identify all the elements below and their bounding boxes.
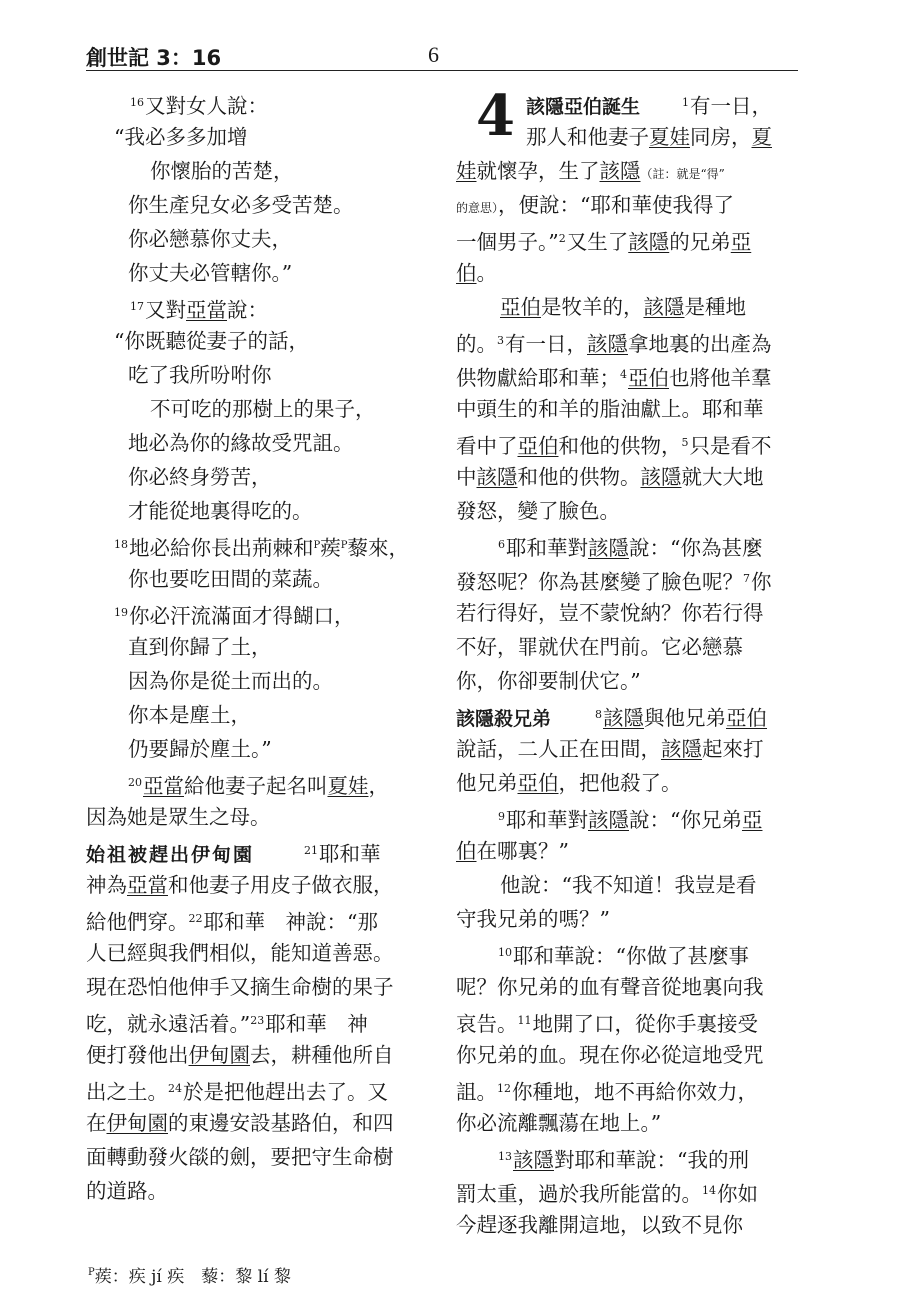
verse-text: 和他妻子用皮子做衣服， — [168, 873, 394, 897]
section-heading: 該隱亞伯誕生 — [526, 96, 641, 118]
text-line — [456, 188, 734, 225]
chapter-number: 4 — [476, 83, 515, 149]
verse-text: 拿地裏的出產為 — [628, 332, 772, 356]
verse-text: 給他們穿。 — [86, 910, 189, 934]
verse-text: 與他兄弟 — [644, 706, 727, 730]
text-line — [456, 732, 764, 766]
text-line: 你兄弟的血。現在你必從這地受咒 — [456, 1043, 764, 1067]
text-line — [456, 1004, 758, 1041]
text-line: 今趕逐我離開這地，以致不見你 — [456, 1213, 743, 1237]
text-line — [86, 868, 394, 902]
page-header — [86, 40, 798, 72]
verse-text: 藜來， — [347, 536, 409, 560]
text-line — [456, 154, 725, 191]
proper-name: 亞 — [741, 808, 763, 832]
footnote-marker: P — [313, 540, 321, 551]
verse-text: 神為 — [86, 873, 127, 897]
verse-text: 你必汗流滿面才得餬口， — [129, 604, 355, 628]
verse-text: 又對 — [145, 298, 186, 322]
text-line — [498, 800, 762, 837]
verse-text: 你種地，地不再給你效力， — [512, 1080, 758, 1104]
text-line: 若行得好，豈不蒙悅納？你若行得 — [456, 601, 764, 625]
header-rule — [86, 70, 798, 71]
proper-name: 該隱 — [628, 230, 670, 254]
proper-name: 該隱 — [640, 465, 682, 489]
proper-name: 亞伯 — [517, 434, 559, 458]
verse-text: ，把他殺了。 — [558, 771, 682, 795]
annotation-note: （註：就是“得” — [640, 167, 725, 181]
verse-text: 供物獻給耶和華； — [456, 366, 620, 390]
proper-name: 娃 — [456, 159, 477, 183]
proper-name: 亞當 — [127, 873, 168, 897]
verse-text: 和他的供物， — [558, 434, 682, 458]
verse-number: 20 — [128, 776, 142, 789]
verse-text: 又對女人說： — [145, 94, 268, 118]
poetry-line: 你必戀慕你丈夫， — [128, 227, 292, 251]
proper-name: 夏娃 — [327, 774, 369, 798]
poetry-line: 不可吃的那樹上的果子， — [150, 397, 376, 421]
text-line — [526, 120, 772, 154]
verse-text: ，便說：“耶和華使我得了 — [498, 193, 734, 217]
verse-text: 便打發他出 — [86, 1043, 189, 1067]
text-line — [456, 222, 751, 259]
verse-number: 16 — [130, 96, 144, 109]
verse-text: 對耶和華說：“我的刑 — [554, 1148, 749, 1172]
verse-text: 說： — [227, 298, 268, 322]
verse-number: 3 — [497, 334, 504, 347]
poetry-line: 你懷胎的苦楚， — [150, 159, 294, 183]
proper-name: 亞伯 — [726, 706, 768, 730]
annotation-note: 的意思） — [456, 201, 499, 215]
footnote-text: 蒺：疾 jí 疾 藜：黎 lí 黎 — [94, 1267, 291, 1287]
verse-text: 地必給你長出荊棘和 — [129, 536, 314, 560]
verse-text: 去，耕種他所自 — [250, 1043, 394, 1067]
verse-number: 18 — [114, 538, 128, 551]
text-line: 現在恐怕他伸手又摘生命樹的果子 — [86, 975, 394, 999]
verse-text: 於是把他趕出去了。又 — [183, 1080, 388, 1104]
text-line — [456, 1072, 758, 1109]
verse-text: 吃，就永遠活着。” — [86, 1012, 251, 1036]
text-line — [500, 290, 746, 324]
text-line — [130, 290, 268, 327]
proper-name: 該隱 — [661, 737, 702, 761]
verse-text: 也將他羊羣 — [669, 366, 772, 390]
proper-name: 夏 — [751, 125, 772, 149]
verse-text: 同房， — [690, 125, 752, 149]
verse-number: 2 — [558, 232, 566, 245]
verse-text: 和他的供物。 — [517, 465, 641, 489]
verse-text: 發怒呢？你為甚麼變了臉色呢？ — [456, 570, 743, 594]
verse-text: 罰太重，過於我所能當的。 — [456, 1182, 702, 1206]
verse-number: 6 — [498, 538, 505, 551]
proper-name: 亞伯 — [517, 771, 559, 795]
verse-text: 耶和華對 — [506, 536, 588, 560]
text-line: 的道路。 — [86, 1179, 168, 1203]
text-line: 發怒，變了臉色。 — [456, 499, 620, 523]
text-line — [456, 256, 497, 290]
poetry-line: 吃了我所吩咐你 — [128, 363, 272, 387]
poetry-line: 仍要歸於塵土。” — [128, 737, 272, 761]
text-line — [456, 324, 772, 361]
text-line — [456, 834, 569, 868]
book-reference: 創世記 3：16 — [86, 46, 222, 70]
poetry-line: 直到你歸了土， — [128, 635, 272, 659]
section-heading: 該隱殺兄弟 — [456, 708, 552, 730]
proper-name: 該隱 — [476, 465, 518, 489]
verse-text: 看中了 — [456, 434, 518, 458]
proper-name: 該隱 — [603, 706, 645, 730]
poetry-line: 你生產兒女必多受苦楚。 — [128, 193, 354, 217]
footnote-marker: P — [340, 540, 348, 551]
proper-name: 該隱 — [599, 159, 641, 183]
proper-name: 該隱 — [587, 332, 628, 356]
verse-number: 4 — [620, 368, 627, 381]
verse-text: 地開了口，從你手裏接受 — [532, 1012, 758, 1036]
text-line — [86, 1072, 388, 1109]
verse-text: 。 — [476, 261, 497, 285]
text-line — [86, 1004, 368, 1041]
proper-name: 亞當 — [186, 298, 227, 322]
text-line — [498, 1140, 749, 1177]
text-line — [498, 936, 749, 973]
proper-name: 夏娃 — [649, 125, 690, 149]
text-line — [498, 528, 762, 565]
text-line — [114, 528, 409, 565]
proper-name: 伊甸園 — [106, 1111, 168, 1135]
verse-text: 哀告。 — [456, 1012, 518, 1036]
text-line — [456, 766, 682, 800]
verse-text: 詛。 — [456, 1080, 497, 1104]
proper-name: 亞伯 — [628, 366, 669, 390]
verse-text: 你 — [751, 570, 772, 594]
text-line — [456, 698, 767, 736]
poetry-line: “你既聽從妻子的話， — [114, 329, 309, 353]
text-line — [526, 86, 772, 124]
poetry-line: 你必終身勞苦， — [128, 465, 272, 489]
proper-name: 亞伯 — [500, 295, 541, 319]
verse-text: 耶和華對 — [506, 808, 588, 832]
verse-number: 7 — [743, 572, 750, 585]
poetry-line: 你本是塵土， — [128, 703, 251, 727]
verse-text: ， — [368, 774, 389, 798]
verse-text: 又生了 — [566, 230, 629, 254]
text-line — [114, 596, 355, 633]
verse-text: 的兄弟 — [669, 230, 731, 254]
text-line: 不好，罪就伏在門前。它必戀慕 — [456, 635, 743, 659]
verse-text: 給他妻子起名叫 — [184, 774, 328, 798]
verse-number: 1 — [682, 96, 690, 109]
verse-number: 19 — [114, 606, 128, 619]
verse-number: 14 — [702, 1184, 716, 1197]
verse-text: 耶和華 — [319, 842, 381, 866]
verse-text: 說話，二人正在田間， — [456, 737, 661, 761]
verse-text: 耶和華 神 — [265, 1012, 368, 1036]
text-line — [456, 426, 772, 463]
verse-number: 12 — [497, 1082, 511, 1095]
text-line — [456, 562, 772, 599]
verse-text: 他兄弟 — [456, 771, 518, 795]
poetry-line: 你也要吃田間的菜蔬。 — [128, 567, 333, 591]
verse-text: 起來打 — [702, 737, 764, 761]
verse-text: 在哪裏？” — [476, 839, 569, 863]
verse-text: 說：“你兄弟 — [629, 808, 742, 832]
text-line — [86, 902, 378, 939]
proper-name: 該隱 — [643, 295, 685, 319]
text-line — [128, 766, 389, 803]
text-line — [456, 1174, 758, 1211]
text-line — [456, 460, 764, 494]
verse-number: 24 — [168, 1082, 182, 1095]
text-line: 面轉動發火燄的劍，要把守生命樹 — [86, 1145, 394, 1169]
text-line: 他說：“我不知道！我豈是看 — [500, 873, 757, 897]
verse-number: 11 — [517, 1014, 532, 1027]
text-line: 因為她是眾生之母。 — [86, 805, 271, 829]
verse-number: 5 — [681, 436, 689, 449]
verse-text: 耶和華 神說：“那 — [203, 910, 378, 934]
text-line — [456, 358, 772, 395]
text-line: 你，你卻要制伏它。” — [456, 669, 641, 693]
verse-number: 22 — [188, 912, 203, 925]
text-line — [86, 1038, 394, 1072]
verse-text: 在 — [86, 1111, 107, 1135]
verse-number: 23 — [250, 1014, 265, 1027]
proper-name: 該隱 — [588, 536, 629, 560]
verse-number: 8 — [595, 708, 603, 721]
verse-text: 有一日， — [690, 94, 773, 118]
verse-text: 的。 — [456, 332, 497, 356]
poetry-line: 你丈夫必管轄你。” — [128, 261, 293, 285]
text-line: 中頭生的和羊的脂油獻上。耶和華 — [456, 397, 764, 421]
footnote-marker: P — [88, 1267, 95, 1278]
poetry-line: 因為你是從土而出的。 — [128, 669, 333, 693]
verse-number: 10 — [498, 946, 512, 959]
proper-name: 亞當 — [143, 774, 184, 798]
text-line: 呢？你兄弟的血有聲音從地裏向我 — [456, 975, 764, 999]
text-line: 守我兄弟的嗎？” — [456, 907, 610, 931]
verse-text: 你如 — [717, 1182, 758, 1206]
proper-name: 伯 — [456, 261, 477, 285]
verse-text: 的東邊安設基路伯，和四 — [168, 1111, 394, 1135]
verse-text: 出之土。 — [86, 1080, 168, 1104]
verse-text: 中 — [456, 465, 477, 489]
verse-text: 就懷孕，生了 — [476, 159, 600, 183]
section-heading: 始祖被趕出伊甸園 — [86, 844, 255, 866]
text-line — [86, 1106, 394, 1140]
proper-name: 伯 — [456, 839, 477, 863]
poetry-line: “我必多多加增 — [114, 125, 248, 149]
verse-text: 一個男子。” — [456, 230, 559, 254]
proper-name: 伊甸園 — [188, 1043, 250, 1067]
verse-number: 13 — [498, 1150, 512, 1163]
verse-text: 耶和華說：“你做了甚麼事 — [513, 944, 749, 968]
proper-name: 亞 — [730, 230, 752, 254]
verse-text: 那人和他妻子 — [526, 125, 649, 149]
proper-name: 該隱 — [588, 808, 629, 832]
proper-name: 該隱 — [513, 1148, 554, 1172]
text-line — [130, 86, 268, 123]
verse-text: 就大大地 — [681, 465, 764, 489]
verse-text: 是牧羊的， — [541, 295, 644, 319]
poetry-line: 才能從地裏得吃的。 — [128, 499, 313, 523]
text-line: 人已經與我們相似，能知道善惡。 — [86, 941, 394, 965]
verse-text: 有一日， — [505, 332, 587, 356]
text-line — [86, 834, 381, 872]
verse-text: 說：“你為甚麼 — [629, 536, 763, 560]
verse-number: 17 — [130, 300, 144, 313]
footnote — [88, 1262, 291, 1287]
text-line: 你必流離飄蕩在地上。” — [456, 1111, 662, 1135]
verse-number: 21 — [304, 844, 319, 857]
verse-number: 9 — [498, 810, 505, 823]
verse-text: 是種地 — [684, 295, 746, 319]
poetry-line: 地必為你的緣故受咒詛。 — [128, 431, 354, 455]
verse-text: 只是看不 — [689, 434, 772, 458]
page-number: 6 — [428, 42, 439, 67]
verse-text: 蒺 — [320, 536, 341, 560]
